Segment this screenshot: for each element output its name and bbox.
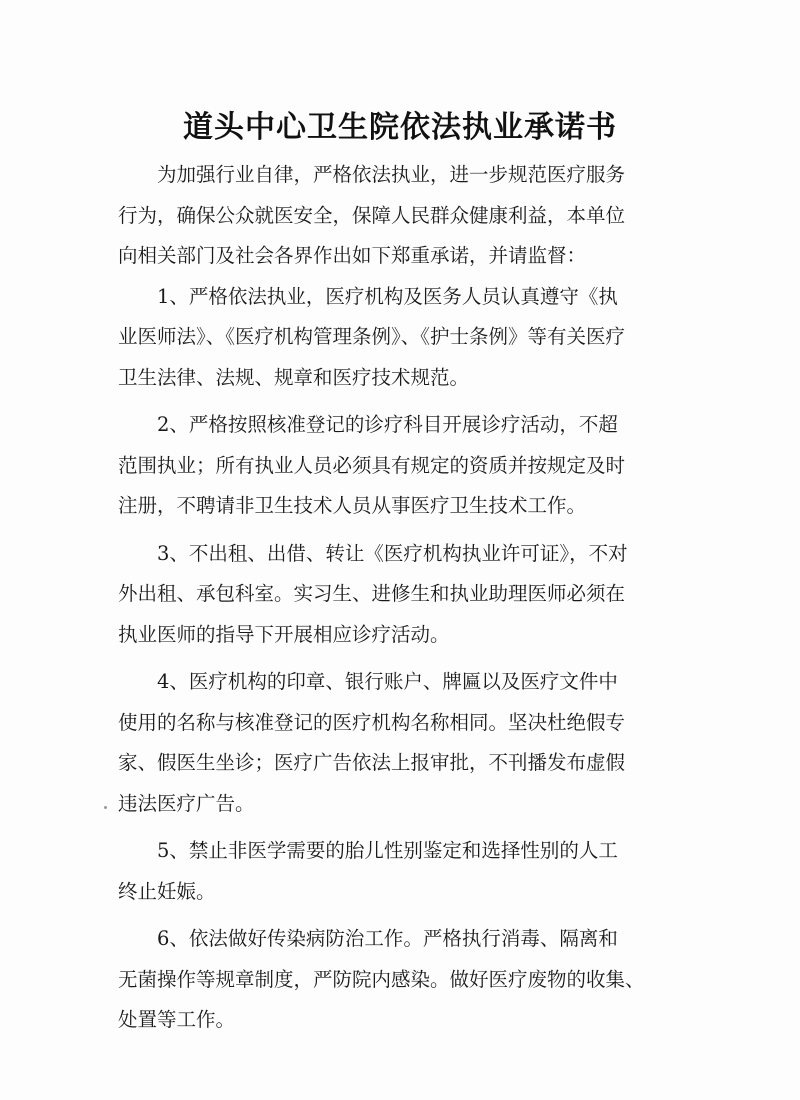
document-title: 道头中心卫生院依法执业承诺书: [183, 110, 617, 145]
item-line: 终止妊娠。: [118, 879, 216, 903]
item-line: 6、依法做好传染病防治工作。严格执行消毒、隔离和: [157, 927, 618, 950]
scan-speck: [104, 806, 107, 809]
item-line: 外出租、承包科室。实习生、进修生和执业助理医师必须在: [118, 582, 626, 605]
item-line: 2、严格按照核准登记的诊疗科目开展诊疗活动，不超: [157, 413, 618, 436]
commitment-item-3: [118, 534, 678, 656]
intro-line: 行为，确保公众就医安全，保障人民群众健康利益，本单位: [118, 203, 626, 227]
item-line: 注册，不聘请非卫生技术人员从事医疗卫生技术工作。: [118, 494, 587, 517]
item-line: 处置等工作。: [118, 1008, 236, 1031]
document-body: [118, 155, 678, 1041]
item-line: 卫生法律、法规、规章和医疗技术规范。: [118, 365, 470, 389]
item-line: 1、严格依法执业，医疗机构及医务人员认真遵守《执: [157, 284, 618, 308]
commitment-item-5: [118, 831, 678, 912]
item-line: 范围执业；所有执业人员必须具有规定的资质并按规定及时: [118, 453, 626, 477]
commitment-item-2: [118, 405, 678, 527]
item-line: 执业医师的指导下开展相应诊疗活动。: [118, 622, 450, 646]
item-line: 违法医疗广告。: [118, 791, 255, 815]
commitment-item-4: [118, 662, 678, 824]
item-line: 使用的名称与核准登记的医疗机构名称相同。坚决杜绝假专: [118, 710, 626, 734]
commitment-item-6: [118, 919, 678, 1041]
item-line: 家、假医生坐诊；医疗广告依法上报审批，不刊播发布虚假: [118, 751, 626, 774]
item-line: 4、医疗机构的印章、银行账户、牌匾以及医疗文件中: [157, 670, 618, 693]
item-line: 无菌操作等规章制度，严防院内感染。做好医疗废物的收集、: [118, 967, 645, 991]
commitment-item-1: [118, 277, 678, 399]
intro-line: 向相关部门及社会各界作出如下郑重承诺，并请监督：: [118, 244, 587, 267]
item-line: 5、禁止非医学需要的胎儿性别鉴定和选择性别的人工: [157, 839, 618, 862]
intro-paragraph: [118, 155, 678, 277]
item-line: 业医师法》、《医疗机构管理条例》、《护士条例》等有关医疗: [118, 325, 626, 348]
intro-line: 为加强行业自律，严格依法执业，进一步规范医疗服务: [157, 163, 626, 186]
item-line: 3、不出租、出借、转让《医疗机构执业许可证》，不对: [157, 541, 628, 565]
